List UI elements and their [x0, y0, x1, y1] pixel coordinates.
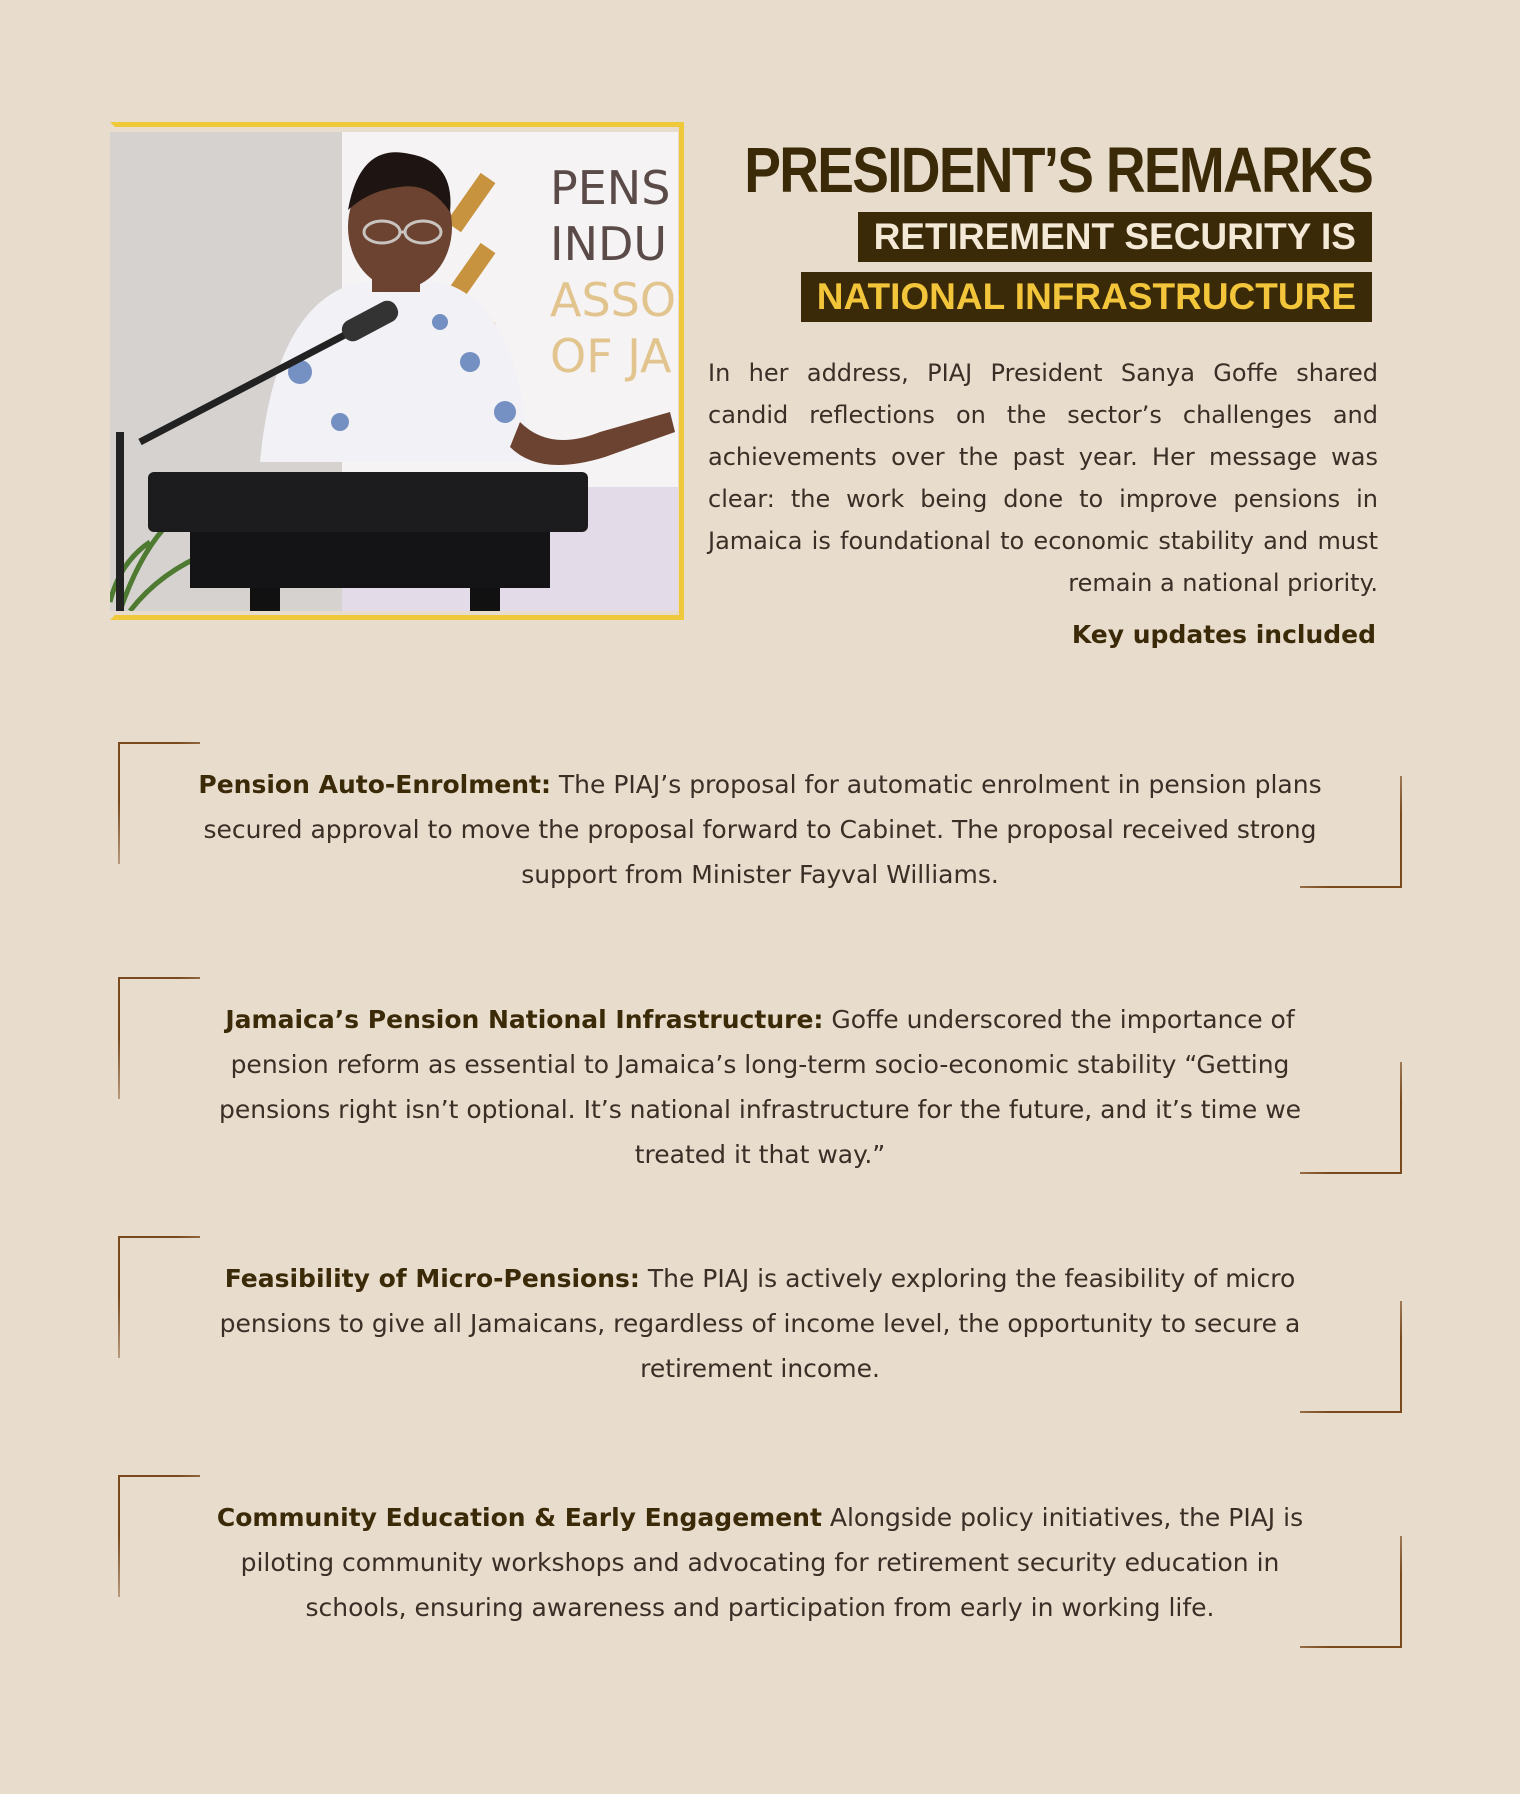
update-heading: Feasibility of Micro-Pensions: — [224, 1264, 640, 1293]
update-heading: Jamaica’s Pension National Infrastructure: — [225, 1005, 824, 1034]
president-photo — [110, 132, 678, 611]
banner-text-1: PENS — [550, 161, 671, 215]
corner-bracket-top-left — [118, 977, 200, 1099]
update-body: Alongside policy initiatives, the PIAJ is piloting community workshops and advocating for retirement security education in schools, ensuring awareness and participation from early in working life. — [240, 1503, 1304, 1622]
update-heading: Pension Auto-Enrolment: — [198, 770, 551, 799]
update-card-micro-pensions — [118, 1236, 1402, 1413]
update-text — [118, 742, 1402, 897]
corner-bracket-top-left — [118, 742, 200, 864]
corner-bracket-bottom-right — [1300, 1301, 1402, 1413]
banner-text-3: ASSO — [550, 273, 677, 327]
header — [642, 132, 1372, 322]
update-card-national-infrastructure — [118, 977, 1402, 1174]
update-card-auto-enrolment — [118, 742, 1402, 888]
corner-bracket-bottom-right — [1300, 1536, 1402, 1648]
update-text — [118, 1236, 1402, 1391]
update-body: The PIAJ is actively exploring the feasibility of micro pensions to give all Jamaicans, regardless of income level, the opportunity to secure a retirement income. — [219, 1264, 1301, 1383]
subtitle-line-1: RETIREMENT SECURITY IS — [858, 212, 1372, 262]
corner-bracket-bottom-right — [1300, 1062, 1402, 1174]
key-updates-label: Key updates included — [1071, 620, 1376, 649]
corner-bracket-top-left — [118, 1475, 200, 1597]
corner-bracket-bottom-right — [1300, 776, 1402, 888]
update-body: Goffe underscored the importance of pension reform as essential to Jamaica’s long-term socio-economic stability “Getting pensions right isn’t optional. It’s national infrastructure for the future, and it’s time we treated it that way.” — [218, 1005, 1302, 1169]
update-heading: Community Education & Early Engagement — [216, 1503, 822, 1532]
subtitle-line-2: NATIONAL INFRASTRUCTURE — [801, 272, 1372, 322]
update-text — [118, 977, 1402, 1177]
banner-text-4: OF JA — [550, 329, 672, 383]
corner-bracket-top-left — [118, 1236, 200, 1358]
update-text — [118, 1475, 1402, 1630]
banner-text-2: INDU — [550, 217, 668, 271]
intro-paragraph: In her address, PIAJ President Sanya Goffe shared candid reflections on the sector’s challenges and achievements over the past year. Her message was clear: the work being done to improve pensions in Jamaica is foundational to economic stability and must remain a national priority. — [708, 359, 1378, 597]
update-body: The PIAJ’s proposal for automatic enrolment in pension plans secured approval to move the proposal forward to Cabinet. The proposal received strong support from Minister Fayval Williams. — [203, 770, 1322, 889]
update-card-community-education — [118, 1475, 1402, 1648]
page-title: PRESIDENT’S REMARKS — [744, 134, 1372, 206]
